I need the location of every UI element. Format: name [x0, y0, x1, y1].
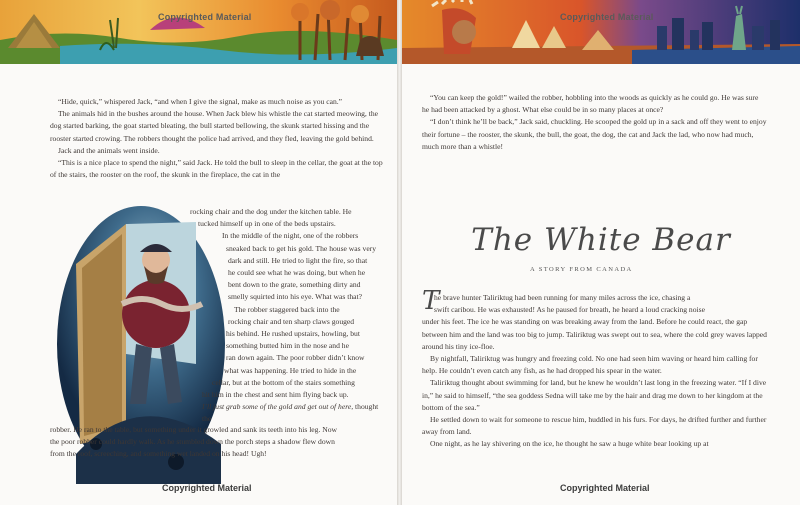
- drop-cap: T: [422, 286, 440, 316]
- paragraph: “I don’t think he’ll be back,” Jack said, chuckling. He scooped the gold up in a sack and off they went to enjoy their fortune – the rooster, the skunk, the bull, the goat, the dog, the cat and Jack the lad, who now had much, much more than a whistle!: [422, 117, 767, 151]
- wrap-line: something butted him in the nose and he: [226, 341, 349, 351]
- watermark-top-right: Copyrighted Material: [560, 12, 654, 22]
- paragraph: He settled down to wait for someone to rescue him, huddled in his furs. For days, he drifted further and further away from land.: [422, 415, 767, 437]
- right-top-text: [422, 92, 767, 153]
- wrap-line: tucked himself up in one of the beds upstairs.: [198, 219, 336, 229]
- left-banner-illustration: [0, 0, 397, 64]
- quote-tail: thought the: [202, 402, 379, 424]
- first-line: he brave hunter Taliriktug had been running for many miles across the ice, chasing a: [434, 293, 691, 302]
- right-banner-illustration: [402, 0, 800, 64]
- left-top-text: [50, 96, 385, 181]
- wrap-line: rocking chair and the dog under the kitchen table. He: [190, 207, 352, 216]
- wrap-line: he could see what he was doing, but when he: [228, 268, 366, 278]
- wrap-line: The robber staggered back into the: [234, 304, 340, 314]
- wrap-line: dark and still. He tried to light the fire, so that: [228, 255, 368, 265]
- paragraph: One night, as he lay shivering on the ice, he thought he saw a huge white bear looking up at: [430, 439, 709, 449]
- wrap-line: ran down again. The poor robber didn’t know: [226, 353, 365, 363]
- final-line: robber. He ran to the table, but something under it growled and sank its teeth into his leg. Now: [50, 425, 338, 434]
- paragraph: The animals hid in the bushes around the house. When Jack blew his whistle the cat started meowing, the dog started barking, the goat started bleating, the bull started bellowing, the skunk started hissing and the rooster started crowing. The robbers thought the police had arrived, and they fled, leaving the gold behind.: [50, 109, 378, 143]
- wrap-line: smelly squirted into his eye. What was that?: [228, 292, 362, 302]
- story-subtitle: A STORY FROM CANADA: [530, 266, 633, 273]
- wrap-line: cellar, but at the bottom of the stairs something: [212, 377, 355, 387]
- wrap-text-block: [188, 206, 388, 426]
- quote-line: [202, 401, 388, 425]
- final-line: from the roof, screeching, and something wet landed on his head! Ugh!: [50, 449, 267, 459]
- wrap-line: sneaked back to get his gold. The house was very: [226, 243, 377, 253]
- paragraph: “This is a nice place to spend the night,” said Jack. He told the bull to sleep in the cellar, the goat at the top of the stairs, the rooster on the roof, the skunk in the fireplace, the cat in the: [50, 158, 383, 180]
- italic-quote: I’ll just grab some of the gold and get out of here,: [202, 402, 354, 412]
- first-line: swift caribou. He was exhausted! As he paused for breath, he heard a loud cracking noise: [434, 305, 705, 315]
- paragraph: “You can keep the gold!” wailed the robber, hobbling into the woods as quickly as he could go. He was sure he had been attacked by a ghost. What else could be in so many places at once?: [422, 93, 759, 115]
- wrap-line: what was happening. He tried to hide in the: [224, 365, 357, 375]
- paragraph: Taliriktug thought about swimming for land, but he knew he wouldn’t last long in the freezing water. “If I dive in,” he said to himself, “the sea goddess Sedna will take me by the hair and drag me down to her kingdom at the bottom of the sea.”: [422, 378, 767, 412]
- watermark-bottom-right: Copyrighted Material: [560, 483, 650, 493]
- left-page: [0, 0, 397, 505]
- paragraph: under his feet. The ice he was standing on was breaking away from the land. Before he could react, the gap between him and the land was too big to jump. Taliriktug was swept out to sea, where the cold grey waves lapped around his tiny ice-floe.: [422, 317, 767, 351]
- watermark-top-left: Copyrighted Material: [158, 12, 252, 22]
- wrap-line: rocking chair and ten sharp claws gouged: [228, 316, 355, 326]
- paragraph: By nightfall, Taliriktug was hungry and freezing cold. No one had seen him waving or heard him calling for help. He couldn’t even catch any fish, as he had dropped his spear in the water.: [422, 354, 758, 376]
- story-body: [422, 292, 767, 451]
- wrap-line: his behind. He rushed upstairs, howling, but: [226, 329, 360, 339]
- final-line: the poor robber could hardly walk. As he stumbled down the porch steps a shadow flew down: [50, 437, 335, 447]
- watermark-bottom-left: Copyrighted Material: [162, 483, 252, 493]
- wrap-line: hit him in the chest and sent him flying back up.: [202, 390, 349, 400]
- story-title: The White Bear: [471, 222, 731, 258]
- wrap-line: In the middle of the night, one of the robbers: [222, 231, 359, 241]
- paragraph: Jack and the animals went inside.: [58, 145, 160, 155]
- paragraph: “Hide, quick,” whispered Jack, “and when I give the signal, make as much noise as you can.”: [58, 97, 343, 106]
- wrap-line: bent down to the grate, something dirty and: [228, 280, 361, 290]
- left-bottom-text: [50, 424, 390, 461]
